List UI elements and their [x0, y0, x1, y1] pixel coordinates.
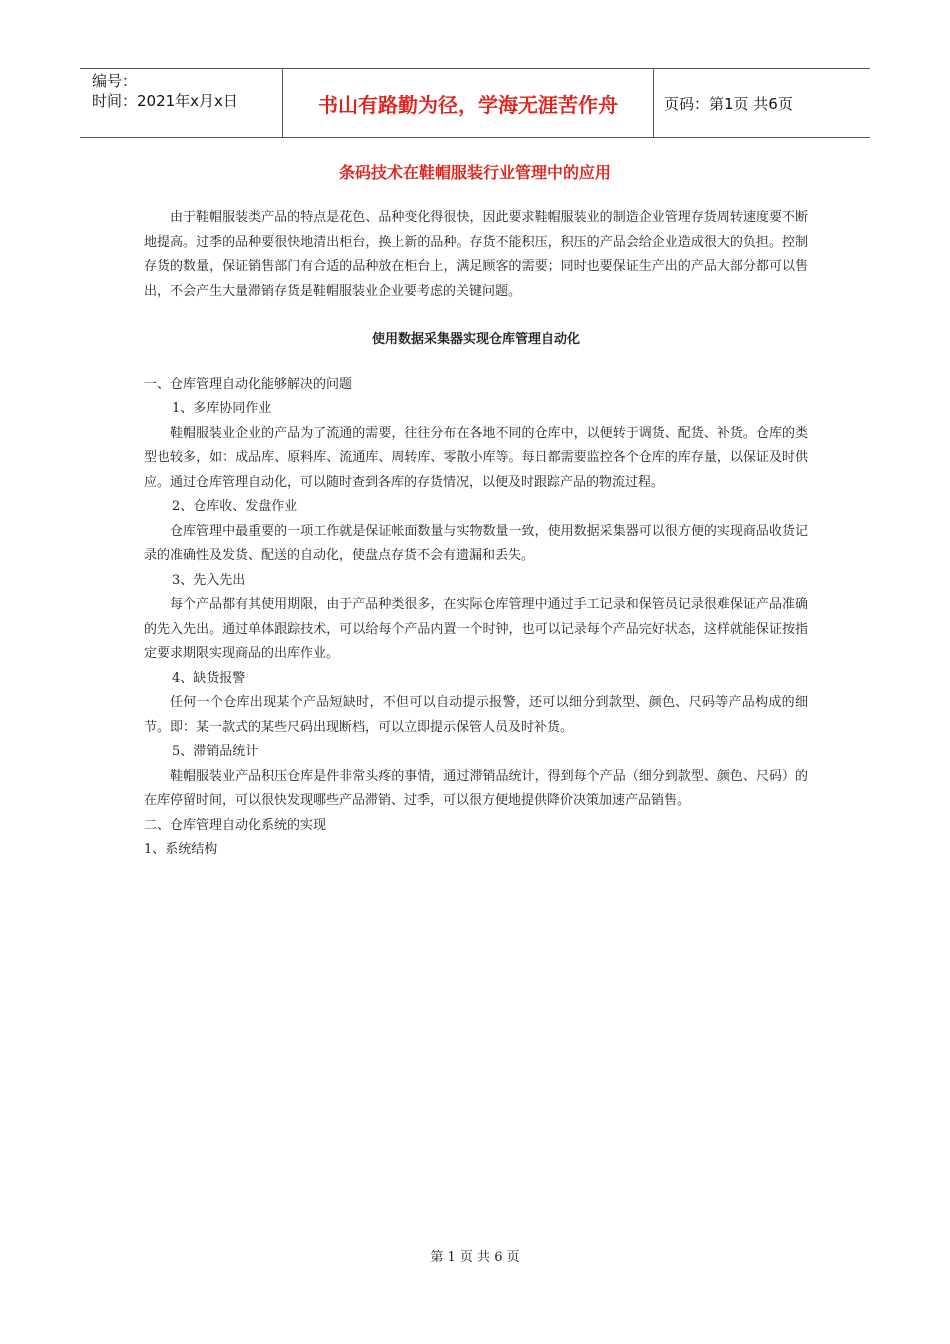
- item-paragraph: 鞋帽服装业产品积压仓库是件非常头疼的事情，通过滞销品统计，得到每个产品（细分到款型、颜色、尺码）的在库停留时间，可以很快发现哪些产品滞销、过季，可以很方便地提供降价决策加速产品销售。: [144, 768, 808, 808]
- intro-paragraph: 由于鞋帽服装类产品的特点是花色、品种变化得很快，因此要求鞋帽服装业的制造企业管理存货周转速度要不断地提高。过季的品种要很快地清出柜台，换上新的品种。存货不能积压，积压的产品会给企业造成很大的负担。控制存货的数量，保证销售部门有合适的品种放在柜台上，满足顾客的需要；同时也要保证生产出的产品大部分都可以售出，不会产生大量滞销存货是鞋帽服装业企业要考虑的关键问题。: [144, 210, 808, 299]
- item-heading: 3、先入先出: [172, 572, 246, 588]
- document-header: [80, 68, 870, 138]
- item-paragraph: 仓库管理中最重要的一项工作就是保证帐面数量与实物数量一致，使用数据采集器可以很方便的实现商品收货记录的准确性及发货、配送的自动化，使盘点存货不会有遗漏和丢失。: [144, 523, 808, 563]
- item-paragraph: 任何一个仓库出现某个产品短缺时，不但可以自动提示报警，还可以细分到款型、颜色、尺码等产品构成的细节。即：某一款式的某些尺码出现断档，可以立即提示保管人员及时补货。: [144, 695, 808, 735]
- item-paragraph: 鞋帽服装业企业的产品为了流通的需要，往往分布在各地不同的仓库中，以便转于调货、配货、补货。仓库的类型也较多，如：成品库、原料库、流通库、周转库、零散小库等。每日都需要监控各个仓库的库存量，以保证及时供应。通过仓库管理自动化，可以随时查到各库的存货情况，以便及时跟踪产品的物流过程。: [144, 425, 808, 490]
- document-body: [144, 206, 808, 863]
- page-footer: 第 1 页 共 6 页: [430, 1250, 520, 1265]
- document-title: 条码技术在鞋帽服装行业管理中的应用: [338, 163, 611, 182]
- number-label: 编号：: [92, 72, 138, 90]
- item-heading: 5、滞销品统计: [172, 744, 259, 759]
- section-heading-2: 二、仓库管理自动化系统的实现: [144, 817, 327, 833]
- header-meta: [80, 69, 282, 137]
- item-heading: 4、缺货报警: [172, 670, 246, 686]
- header-page-info: 页码：第1页 共6页: [664, 94, 793, 113]
- item-paragraph: 每个产品都有其使用期限，由于产品种类很多，在实际仓库管理中通过手工记录和保管员记录很难保证产品准确的先入先出。通过单体跟踪技术，可以给每个产品内置一个时钟，也可以记录每个产品完好状态，这样就能保证按指定要求期限实现商品的出库作业。: [144, 597, 808, 661]
- subsection-heading: 1、系统结构: [144, 842, 218, 857]
- section-heading-1: 一、仓库管理自动化能够解决的问题: [144, 376, 353, 392]
- item-heading: 1、多库协同作业: [172, 401, 272, 416]
- time-label: 时间：2021年x月x日: [92, 92, 238, 110]
- item-heading: 2、仓库收、发盘作业: [172, 499, 298, 514]
- section-subtitle: 使用数据采集器实现仓库管理自动化: [371, 332, 580, 347]
- header-motto: 书山有路勤为径，学海无涯苦作舟: [282, 69, 654, 137]
